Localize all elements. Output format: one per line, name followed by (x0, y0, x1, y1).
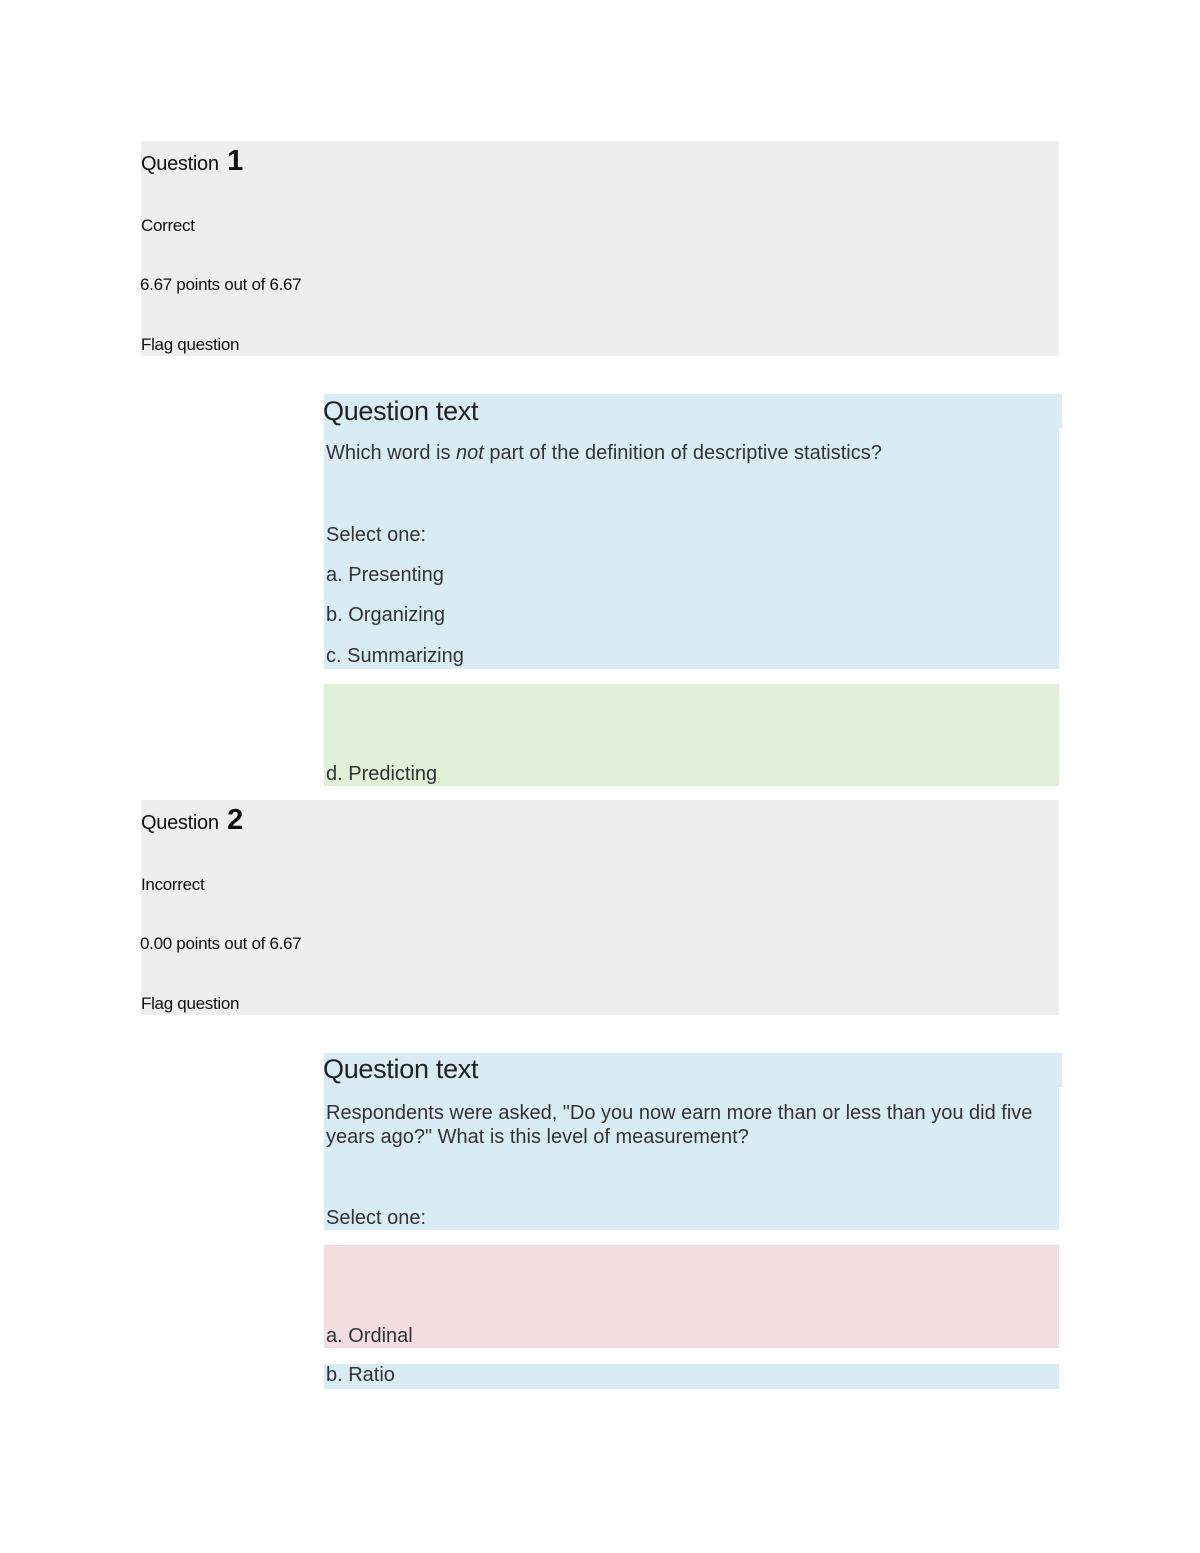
question-1-option-c[interactable]: c. Summarizing (326, 645, 464, 667)
question-2-heading: Question text (323, 1054, 479, 1084)
question-2-option-b-panel (324, 1364, 1059, 1389)
question-number: 1 (227, 145, 243, 177)
question-1-select-prompt: Select one: (326, 524, 427, 546)
question-1-text-emphasis: not (456, 442, 484, 464)
question-number: 2 (227, 804, 243, 836)
question-1-info-panel (141, 141, 1059, 356)
question-2-state: Incorrect (141, 875, 205, 894)
question-2-number (141, 804, 243, 837)
question-2-text: Respondents were asked, "Do you now earn more than or less than you did five years ago?" What is this level of measurement? (326, 1102, 1033, 1148)
question-1-state: Correct (141, 216, 195, 235)
question-1-number (141, 145, 243, 178)
question-1-text (326, 441, 1056, 465)
question-label: Question (141, 812, 219, 834)
question-1-option-a[interactable]: a. Presenting (326, 564, 444, 586)
question-1-grade: 6.67 points out of 6.67 (140, 275, 302, 294)
question-2-info-panel (141, 800, 1059, 1015)
question-1-option-b[interactable]: b. Organizing (326, 604, 445, 626)
question-1-option-d[interactable]: d. Predicting (326, 763, 438, 785)
question-2-flag-link[interactable]: Flag question (141, 994, 240, 1013)
question-1-heading: Question text (323, 396, 479, 426)
question-label: Question (141, 153, 219, 175)
question-2-select-prompt: Select one: (326, 1207, 427, 1229)
question-2-incorrect-answer-panel (324, 1245, 1059, 1348)
question-2-option-a[interactable]: a. Ordinal (326, 1325, 413, 1347)
question-1-text-after: part of the definition of descriptive statistics? (483, 442, 882, 464)
question-2-grade: 0.00 points out of 6.67 (140, 934, 302, 953)
question-1-flag-link[interactable]: Flag question (141, 335, 240, 354)
question-1-text-before: Which word is (326, 442, 457, 464)
question-2-option-b[interactable]: b. Ratio (326, 1364, 395, 1386)
